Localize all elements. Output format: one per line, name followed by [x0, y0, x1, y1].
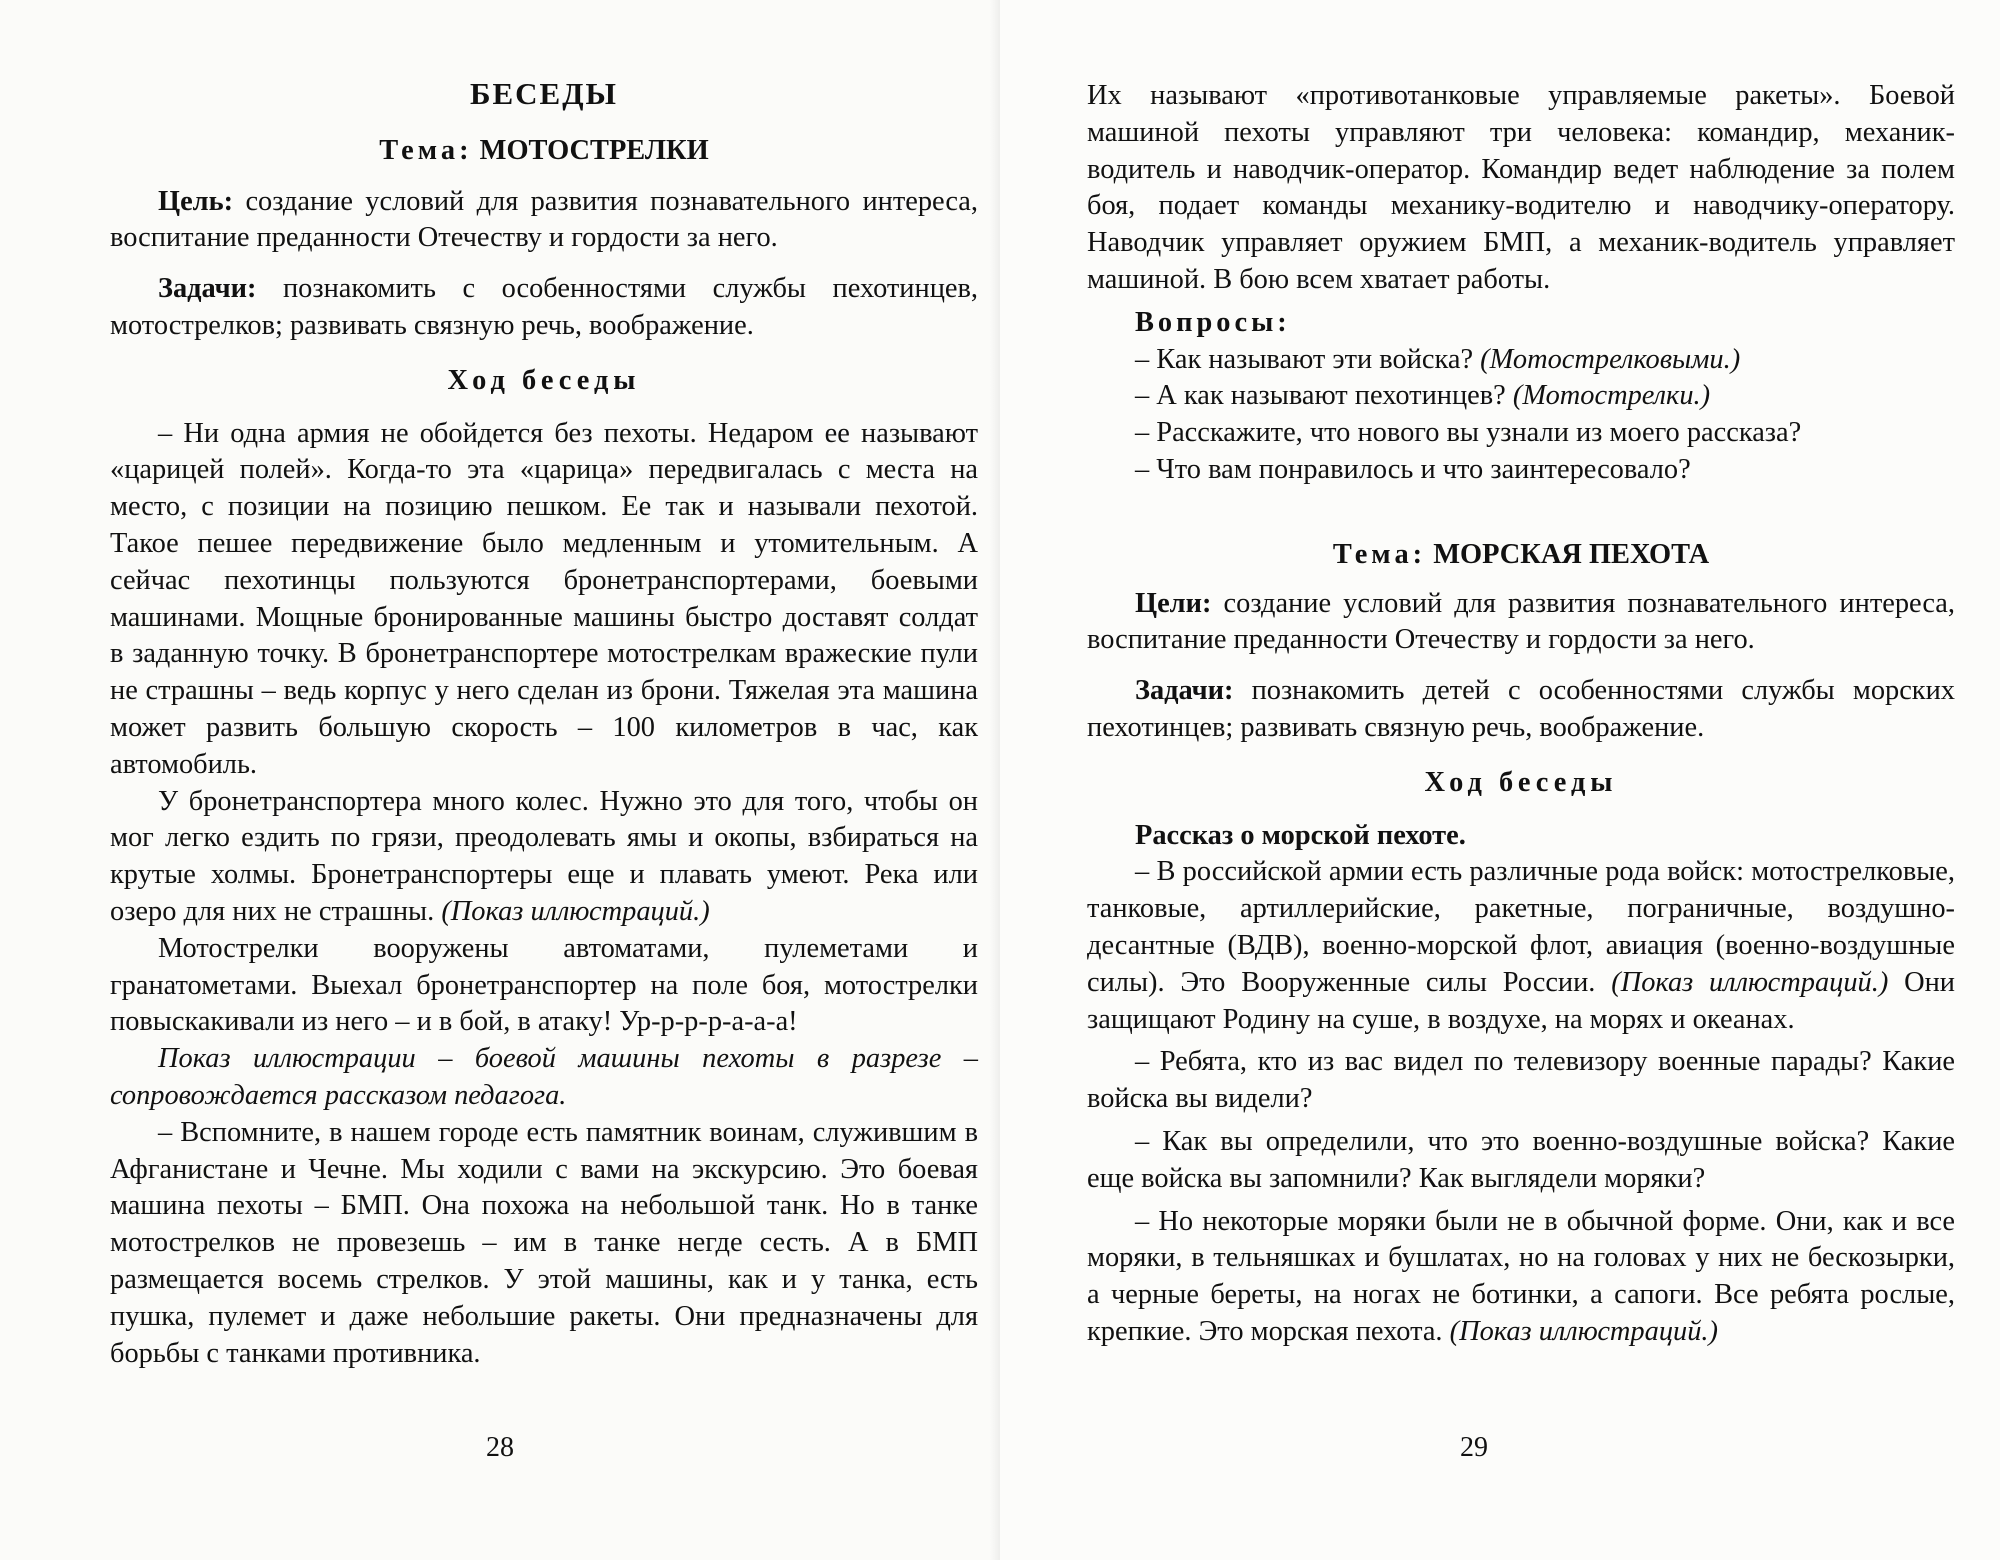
story-heading: Рассказ о морской пехоте.: [1135, 819, 1466, 851]
paragraph-troops: [1087, 854, 1955, 1038]
illustration-note-2: (Показ иллюстраций.): [1611, 966, 1889, 998]
questions-list: [1087, 342, 1955, 489]
paragraph-intro: – Ни одна армия не обойдется без пехоты. Недаром ее называют «царицей полей». Когда-то эта «царица» передвигалась с места на место, с позиции на позицию пешком. Ее так и называли пехотой. Такое пешее передвижение было медленным и утомительным. А сейчас пехотинцы пользуются бронетранспортерами, боевыми машинами. Мощные бронированные машины быстро доставят солдат в заданную точку. В бронетранспортере мотострелкам вражеские пули не страшны – ведь корпус у него сделан из брони. Тяжелая эта машина может развить большую скорость – 100 километров в час, как автомобиль.: [110, 417, 978, 780]
questions-label: Вопросы:: [1135, 306, 1291, 338]
paragraph-monument: – Вспомните, в нашем городе есть памятник воинам, служившим в Афганистане и Чечне. Мы ходили с вами на экскурсию. Это боевая машина пехоты – БМП. Она похожа на небольшой танк. Но в танке мотострелков не провезешь – им в танке негде сесть. А в БМП размещается восемь стрелков. У этой машины, как и у танка, есть пушка, пулемет и даже небольшие ракеты. Они предназначены для борьбы с танками противника.: [110, 1116, 978, 1369]
tasks-paragraph: [110, 271, 978, 345]
tasks-label-2: Задачи:: [1135, 675, 1234, 707]
paragraph-marines: [1087, 1204, 1955, 1351]
page-number-left: 28: [486, 1432, 514, 1463]
paragraph-troops-text: – В российской армии есть различные рода войск: мотострелковые, танковые, артиллерийские, ракетные, пограничные, воздушно-десантные (ВДВ), военно-морской флот, авиация (военно-воздушные силы). Это Вооруженные силы России.: [1087, 856, 1955, 998]
topic-heading: [110, 133, 978, 170]
topic-name-2: МОРСКАЯ ПЕХОТА: [1433, 538, 1710, 570]
tasks-text: познакомить с особенностями службы пехотинцев, мотострелков; развивать связную речь, воображение.: [110, 273, 978, 341]
topic-heading-2: [1087, 537, 1955, 574]
paragraph-wheels-text: У бронетранспортера много колес. Нужно это для того, чтобы он мог легко ездить по грязи, преодолевать ямы и окопы, взбираться на крутые холмы. Бронетранспортеры еще и плавать умеют. Река или озеро для них не страшны.: [110, 785, 978, 927]
goal-label: Цель:: [158, 185, 234, 217]
course-heading-2: Ход беседы: [1424, 766, 1618, 798]
question-text: – Как называют эти войска?: [1135, 343, 1474, 375]
question-answer: (Мотострелковыми.): [1480, 343, 1741, 375]
paragraph-illustration: Показ иллюстрации – боевой машины пехоты в разрезе – сопровождается рассказом педагога.: [110, 1043, 978, 1111]
topic-name: МОТОСТРЕЛКИ: [479, 134, 709, 166]
right-column: [1087, 0, 1955, 1351]
right-page: [1000, 0, 2000, 1560]
question-item: [1087, 415, 1955, 452]
paragraph-parades: – Ребята, кто из вас видел по телевизору военные парады? Какие войска вы видели?: [1087, 1046, 1955, 1115]
question-answer: (Мотострелки.): [1512, 380, 1711, 412]
question-text: – Что вам понравилось и что заинтересовало?: [1135, 453, 1691, 485]
paragraph-troops-tail: Они защищают Родину на суше, в воздухе, на морях и океанах.: [1087, 966, 1955, 1035]
tasks-label: Задачи:: [158, 273, 257, 305]
topic-label: Тема:: [379, 134, 473, 166]
paragraph-weapons: Мотострелки вооружены автоматами, пулеметами и гранатометами. Выехал бронетранспортер на поле боя, мотострелки повыскакивали из него – и в бой, в атаку! Ур-р-р-р-а-а-а!: [110, 932, 978, 1038]
page-number-right: 29: [1460, 1432, 1488, 1463]
goal-paragraph: [110, 184, 978, 258]
goal-text: создание условий для развития познавательного интереса, воспитание преданности Отечеству и гордости за него.: [110, 185, 978, 254]
section-title: БЕСЕДЫ: [469, 76, 618, 111]
question-item: [1087, 452, 1955, 489]
paragraph-bmp-crew: Их называют «противотанковые управляемые ракеты». Боевой машиной пехоты управляют три человека: командир, механик-водитель и наводчик-оператор. Командир ведет наблюдение за полем боя, подает команды механику-водителю и наводчику-оператору. Наводчик управляет оружием БМП, а механик-водитель управляет машиной. В бою всем хватает работы.: [1087, 80, 1955, 295]
question-text: – Расскажите, что нового вы узнали из моего рассказа?: [1135, 417, 1802, 449]
tasks-text-2: познакомить детей с особенностями службы морских пехотинцев; развивать связную речь, воображение.: [1087, 675, 1955, 743]
question-item: [1087, 342, 1955, 379]
paragraph-marines-text: – Но некоторые моряки были не в обычной форме. Они, как и все моряки, в тельняшках и бушлатах, но на головах у них не бескозырки, а черные береты, на ногах не ботинки, а сапоги. Все ребята рослые, крепкие. Это морская пехота.: [1087, 1205, 1955, 1347]
paragraph-wheels: [110, 784, 978, 931]
goals-text: создание условий для развития познавательного интереса, воспитание преданности Отечеству и гордости за него.: [1087, 587, 1955, 656]
illustration-note: (Показ иллюстраций.): [441, 895, 710, 927]
question-item: [1087, 378, 1955, 415]
illustration-note-3: (Показ иллюстраций.): [1449, 1315, 1718, 1347]
topic-label-2: Тема:: [1332, 538, 1427, 570]
goals-label: Цели:: [1135, 587, 1212, 619]
goals-paragraph: [1087, 586, 1955, 660]
paragraph-air-forces: – Как вы определили, что это военно-воздушные войска? Какие еще войска вы запомнили? Как выглядели моряки?: [1087, 1125, 1955, 1194]
tasks-paragraph-2: [1087, 673, 1955, 747]
course-heading: Ход беседы: [447, 364, 641, 396]
left-column: [110, 0, 978, 1372]
question-text: – А как называют пехотинцев?: [1135, 380, 1506, 412]
